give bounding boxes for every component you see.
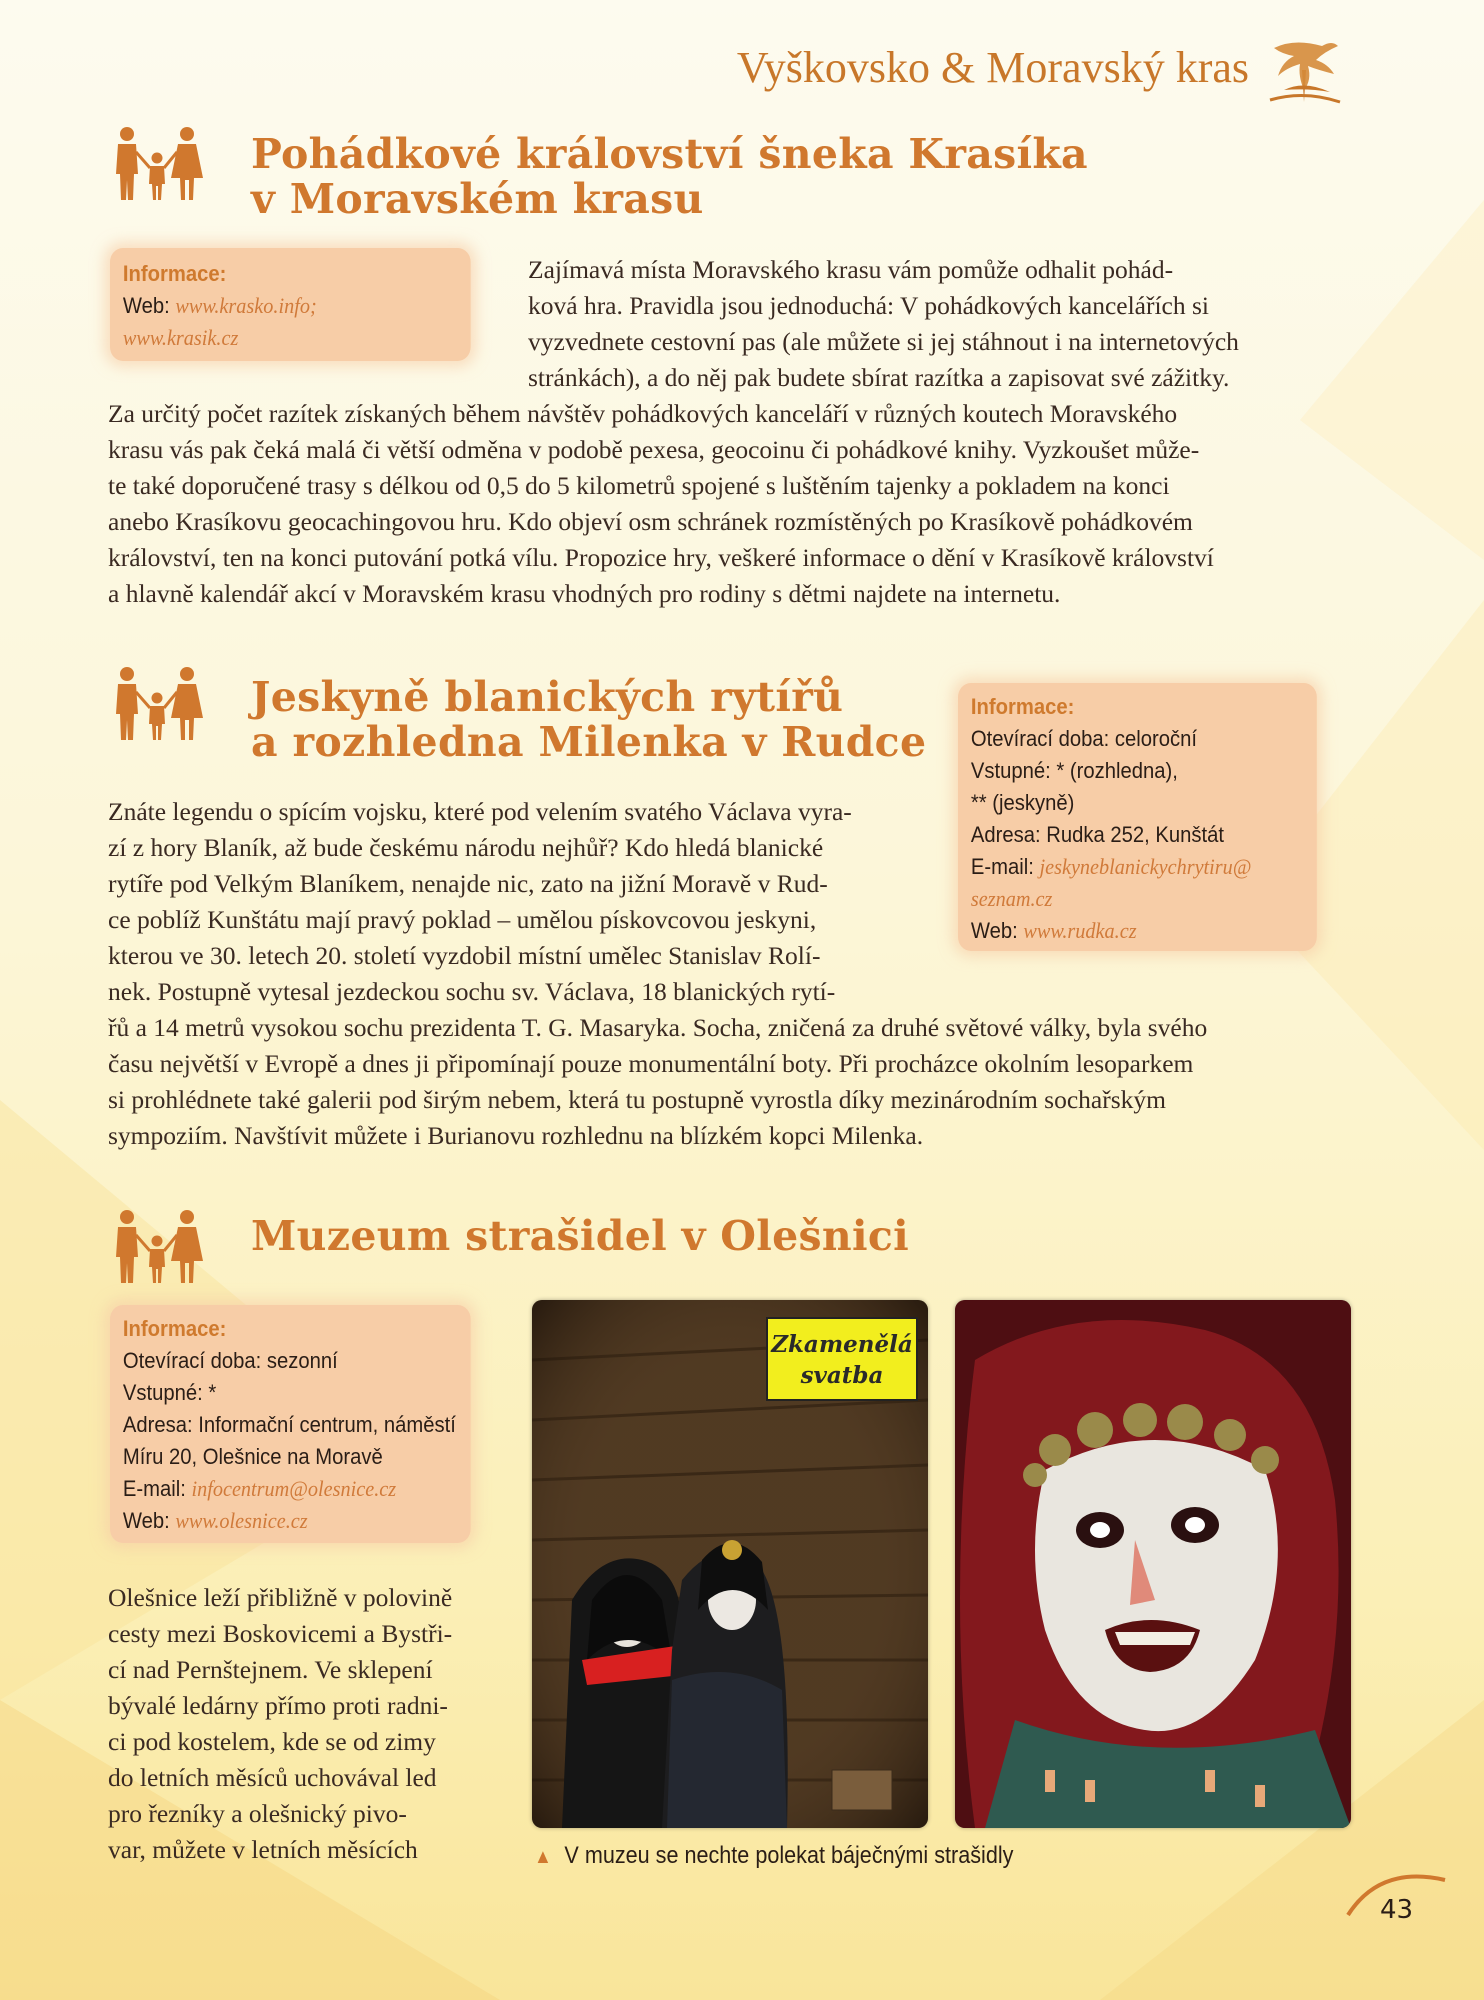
- text-line: do letních měsíců uchovával led: [108, 1763, 437, 1792]
- email-label: E-mail:: [122, 1476, 192, 1501]
- section-title-line: Pohádkové království šneka Krasíka: [251, 130, 1088, 178]
- web-link-krasik[interactable]: www.krasik.cz: [122, 325, 239, 350]
- entry-fee-cont: ** (jeskyně): [970, 790, 1075, 815]
- family-icon: [107, 662, 207, 762]
- text-line: pro řezníky a olešnický pivo-: [108, 1799, 407, 1828]
- text-line: ková hra. Pravidla jsou jednoduchá: V pohádkových kancelářích si: [528, 291, 1210, 320]
- entry-fee: Vstupné: *: [122, 1380, 217, 1405]
- address: Adresa: Rudka 252, Kunštát: [970, 822, 1225, 847]
- section-title-rudka: [251, 675, 926, 765]
- photo-ghost-brides-image: [532, 1300, 928, 1828]
- triangle-icon: ▲: [534, 1846, 552, 1868]
- email-link[interactable]: jeskyneblanickychrytiru@: [1039, 854, 1252, 879]
- entry-fee: Vstupné: * (rozhledna),: [970, 758, 1178, 783]
- section-title-line: Muzeum strašidel v Olešnici: [251, 1212, 910, 1260]
- email-label: E-mail:: [970, 854, 1040, 879]
- text-line: nek. Postupně vytesal jezdeckou sochu sv. Václava, 18 blanických rytí-: [108, 977, 836, 1006]
- text-line: cí nad Pernštejnem. Ve sklepení: [108, 1655, 433, 1684]
- email-link-cont[interactable]: seznam.cz: [970, 886, 1053, 911]
- text-line: Olešnice leží přibližně v polovině: [108, 1583, 453, 1612]
- info-box-olesnice: [110, 1305, 471, 1543]
- info-box-krasik: [110, 248, 471, 361]
- web-link-krasko[interactable]: www.krasko.info;: [175, 293, 317, 318]
- text-line: ce poblíž Kunštátu mají pravý poklad – umělou pískovcovou jeskyni,: [108, 905, 817, 934]
- section-text-olesnice: [108, 1580, 504, 1868]
- text-line: stránkách), a do něj pak budete sbírat razítka a zapisovat své zážitky.: [528, 363, 1230, 392]
- web-label: Web:: [122, 293, 176, 318]
- section-text-krasik: [528, 252, 1350, 396]
- caption-text: V muzeu se nechte polekat báječnými strašidly: [564, 1842, 1014, 1869]
- text-line: zí z hory Blaník, až bude českému národu nejhůř? Kdo hledá blanické: [108, 833, 824, 862]
- text-line: kterou ve 30. letech 20. století vyzdobil místní umělec Stanislav Rolí-: [108, 941, 821, 970]
- address-cont: Míru 20, Olešnice na Moravě: [122, 1444, 383, 1469]
- address: Adresa: Informační centrum, náměstí: [122, 1412, 456, 1437]
- photo-sign-line: svatba: [800, 1362, 884, 1389]
- web-link-olesnice[interactable]: www.olesnice.cz: [175, 1508, 308, 1533]
- text-line: a hlavně kalendář akcí v Moravském krasu vhodných pro rodiny s dětmi najdete na internetu.: [108, 579, 1061, 608]
- text-line: času největší v Evropě a dnes ji připomínají pouze monumentální boty. Při procházce okolním lesoparkem: [108, 1049, 1194, 1078]
- family-icon: [107, 122, 207, 222]
- text-line: Za určitý počet razítek získaných během návštěv pohádkových kanceláří v různých koutech Moravského: [108, 399, 1178, 428]
- info-heading: Informace:: [122, 261, 227, 286]
- text-line: sympoziím. Navštívit můžete i Burianovu rozhlednu na blízkém kopci Milenka.: [108, 1121, 924, 1150]
- section-title-krasik: [251, 132, 1088, 222]
- info-heading: Informace:: [122, 1316, 227, 1341]
- photo-petrified-wedding: [532, 1300, 928, 1828]
- info-box-rudka: [958, 683, 1317, 951]
- text-line: vyzvednete cestovní pas (ale můžete si jej stáhnout i na internetových: [528, 327, 1239, 356]
- web-link-rudka[interactable]: www.rudka.cz: [1023, 918, 1137, 943]
- text-line: si prohlédnete také galerii pod širým nebem, která tu postupně vyrostla díky mezinárodním sochařským: [108, 1085, 1166, 1114]
- email-link[interactable]: infocentrum@olesnice.cz: [191, 1476, 397, 1501]
- text-line: Zajímavá místa Moravského krasu vám pomůže odhalit pohád-: [528, 255, 1174, 284]
- section-title-line: Jeskyně blanických rytířů: [251, 673, 844, 721]
- text-line: krasu vás pak čeká malá či větší odměna v podobě pexesa, geocoinu či pohádkové knihy. Vyzkoušet může-: [108, 435, 1200, 464]
- section-text-rudka: [108, 794, 938, 1010]
- opening-hours: Otevírací doba: celoroční: [970, 726, 1198, 751]
- photo-caption: [534, 1842, 1013, 1870]
- section-text-krasik-cont: [108, 396, 1350, 612]
- running-header: Vyškovsko & Moravský kras: [736, 43, 1249, 92]
- web-label: Web:: [122, 1508, 176, 1533]
- region-tree-logo-icon: [1264, 30, 1344, 110]
- family-icon: [107, 1205, 207, 1305]
- page-number: 43: [1380, 1895, 1414, 1925]
- opening-hours: Otevírací doba: sezonní: [122, 1348, 338, 1373]
- section-title-line: v Moravském krasu: [251, 175, 704, 223]
- text-line: cesty mezi Boskovicemi a Bystři-: [108, 1619, 453, 1648]
- photo-witch-image: [955, 1300, 1351, 1828]
- section-title-olesnice: [251, 1214, 909, 1259]
- info-heading: Informace:: [970, 694, 1075, 719]
- web-label: Web:: [970, 918, 1024, 943]
- photo-sign-line: Zkamenělá: [771, 1331, 913, 1358]
- text-line: var, můžete v letních měsících: [108, 1835, 418, 1864]
- text-line: království, ten na konci putování potká vílu. Propozice hry, veškeré informace o dění v Krasíkově království: [108, 543, 1214, 572]
- text-line: rytíře pod Velkým Blaníkem, nenajde nic, zato na jižní Moravě v Rud-: [108, 869, 828, 898]
- section-text-rudka-cont: [108, 1010, 1350, 1154]
- photo-witch: [955, 1300, 1351, 1828]
- section-title-line: a rozhledna Milenka v Rudce: [251, 718, 927, 766]
- text-line: ci pod kostelem, kde se od zimy: [108, 1727, 436, 1756]
- text-line: Znáte legendu o spícím vojsku, které pod velením svatého Václava vyra-: [108, 797, 852, 826]
- text-line: te také doporučené trasy s délkou od 0,5 do 5 kilometrů spojené s luštěním tajenky a pokladem na konci: [108, 471, 1170, 500]
- text-line: anebo Krasíkovu geocachingovou hru. Kdo objeví osm schránek rozmístěných po Krasíkově pohádkovém: [108, 507, 1193, 536]
- text-line: bývalé ledárny přímo proti radni-: [108, 1691, 448, 1720]
- text-line: řů a 14 metrů vysokou sochu prezidenta T. G. Masaryka. Socha, zničená za druhé světové války, byla svého: [108, 1013, 1208, 1042]
